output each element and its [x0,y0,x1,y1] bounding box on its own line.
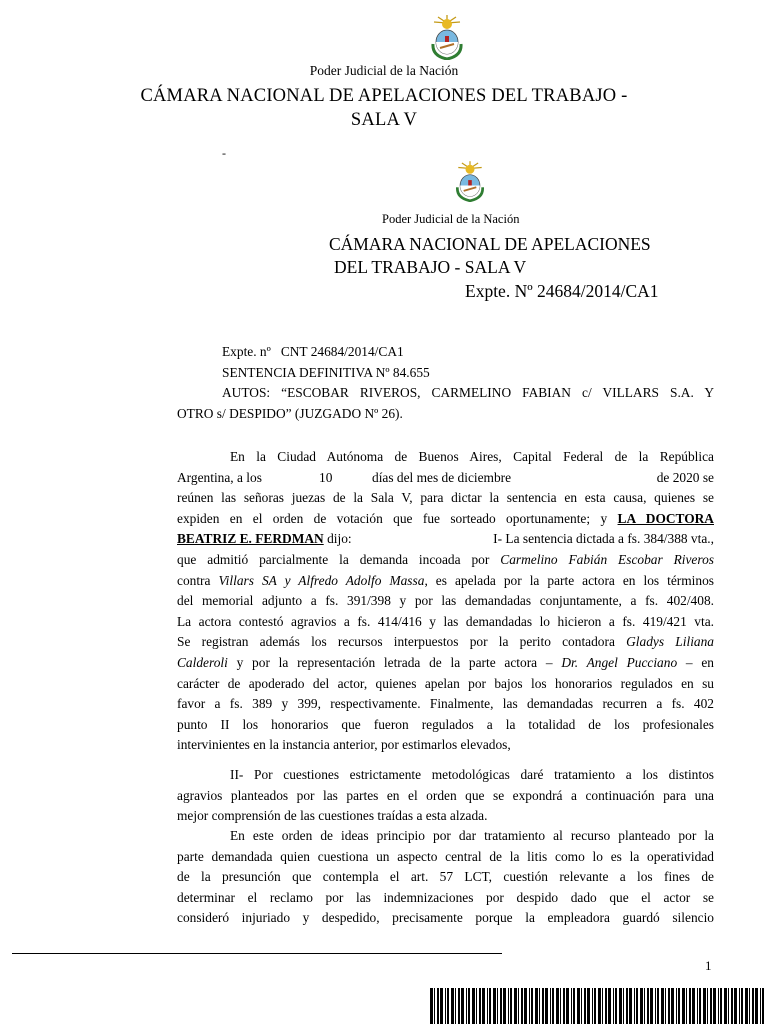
chamber-title-line2: SALA V [350,110,418,130]
barcode-icon [428,988,768,1024]
text-line: Calderoli y por la representación letrada de la parte actora – Dr. Angel Pucciano – en [177,654,714,670]
text-line: Se registran además los recursos interpuestos por la perito contadora Gladys Liliana [177,634,714,650]
date-month: días del mes de diciembre [372,469,512,485]
autos-line-2: OTRO s/ DESPIDO” (JUZGADO Nº 26). [177,405,403,421]
judge-title: LA DOCTORA [617,510,714,526]
autos-line: AUTOS: “ESCOBAR RIVEROS, CARMELINO FABIAN c/ VILLARS S.A. Y [222,385,714,401]
text-line: BEATRIZ E. FERDMAN dijo: I- La sentencia dictada a fs. 384/388 vta., [177,531,714,547]
text-line: contra Villars SA y Alfredo Adolfo Massa, es apelada por la parte actora en los términos [177,572,715,588]
coat-of-arms-icon [427,14,467,60]
text-line: que admitió parcialmente la demanda incoada por Carmelino Fabián Escobar Riveros [177,551,714,567]
plaintiff-name: Carmelino Fabián Escobar Riveros [500,551,714,567]
institution-label: Poder Judicial de la Nación [309,63,459,78]
coat-of-arms-icon [452,160,488,202]
text-line: determinar el reclamo por las indemnizaciones por despido dado que el actor se [177,889,714,905]
text-line: reúnen las señoras juezas de la Sala V, para dictar la sentencia en esta causa, quienes se [177,490,714,506]
text-line: del memorial adjunto a fs. 391/398 y por las demandadas conjuntamente, a fs. 402/408. [177,593,714,609]
date-year: de 2020 se [656,469,714,485]
text-line: En este orden de ideas principio por dar tratamiento al recurso planteado por la [230,828,714,843]
defendant-names: Villars SA y Alfredo Adolfo Massa [218,572,425,588]
page-number: 1 [705,958,712,973]
text-line: punto II los honorarios que fueron regulados a la totalidad de los profesionales [177,716,714,732]
expediente-number: Expte. Nº 24684/2014/CA1 [465,281,659,301]
text-line: de la presunción que contempla el art. 57 LCT, cuestión relevante a los fines de [177,869,714,885]
expert-name: Gladys Liliana [626,634,714,650]
text-line: mejor comprensión de las cuestiones traídas a esta alzada. [177,808,488,824]
date-day: 10 [319,469,333,485]
stray-mark: - [222,146,226,160]
text-line: intervinientes en la instancia anterior, por estimarlos elevados, [177,737,511,753]
text-line-date [177,468,714,489]
case-meta [177,342,714,424]
expert-surname: Calderoli [177,654,228,670]
text-line: En la Ciudad Autónoma de Buenos Aires, Capital Federal de la República [230,449,714,464]
date-prefix: Argentina, a los [177,469,262,485]
institution-label-2: Poder Judicial de la Nación [382,212,520,226]
text-line: consideró injuriado y despedido, precisamente porque la empleadora guardó silencio [177,910,714,926]
paragraph-2 [177,765,714,827]
sentence-number: SENTENCIA DEFINITIVA Nº 84.655 [222,364,430,380]
text-line: favor a fs. 389 y 399, respectivamente. Finalmente, las demandadas recurren a fs. 402 [177,696,714,712]
judge-name: BEATRIZ E. FERDMAN [177,531,324,547]
text-line: expiden en el orden de votación que fue sorteado oportunamente; y LA DOCTORA [177,510,714,526]
text-line: La actora contestó agravios a fs. 414/416 y las demandadas lo hicieron a fs. 419/421 vta. [177,613,714,629]
text-line: carácter de apoderado del actor, quienes apelan por bajos los honorarios regulados en su [177,675,714,691]
paragraph-1 [177,447,714,756]
text-line: parte demandada quien cuestiona un aspecto central de la litis como lo es la operatividad [177,848,714,864]
chamber-title-2: CÁMARA NACIONAL DE APELACIONES [329,234,651,254]
chamber-title: CÁMARA NACIONAL DE APELACIONES DEL TRABAJO - [140,86,628,106]
case-expte: Expte. nº CNT 24684/2014/CA1 [222,344,404,359]
footer-rule [12,953,502,954]
paragraph-3 [177,826,714,929]
text-line: II- Por cuestiones estrictamente metodológicas daré tratamiento a los distintos [230,767,714,782]
text-line: agravios planteados por las partes en el orden que se expondrá a continuación para una [177,787,714,803]
lawyer-name: Dr. Angel Pucciano [561,654,678,670]
chamber-title-2-line2: DEL TRABAJO - SALA V [334,257,527,277]
